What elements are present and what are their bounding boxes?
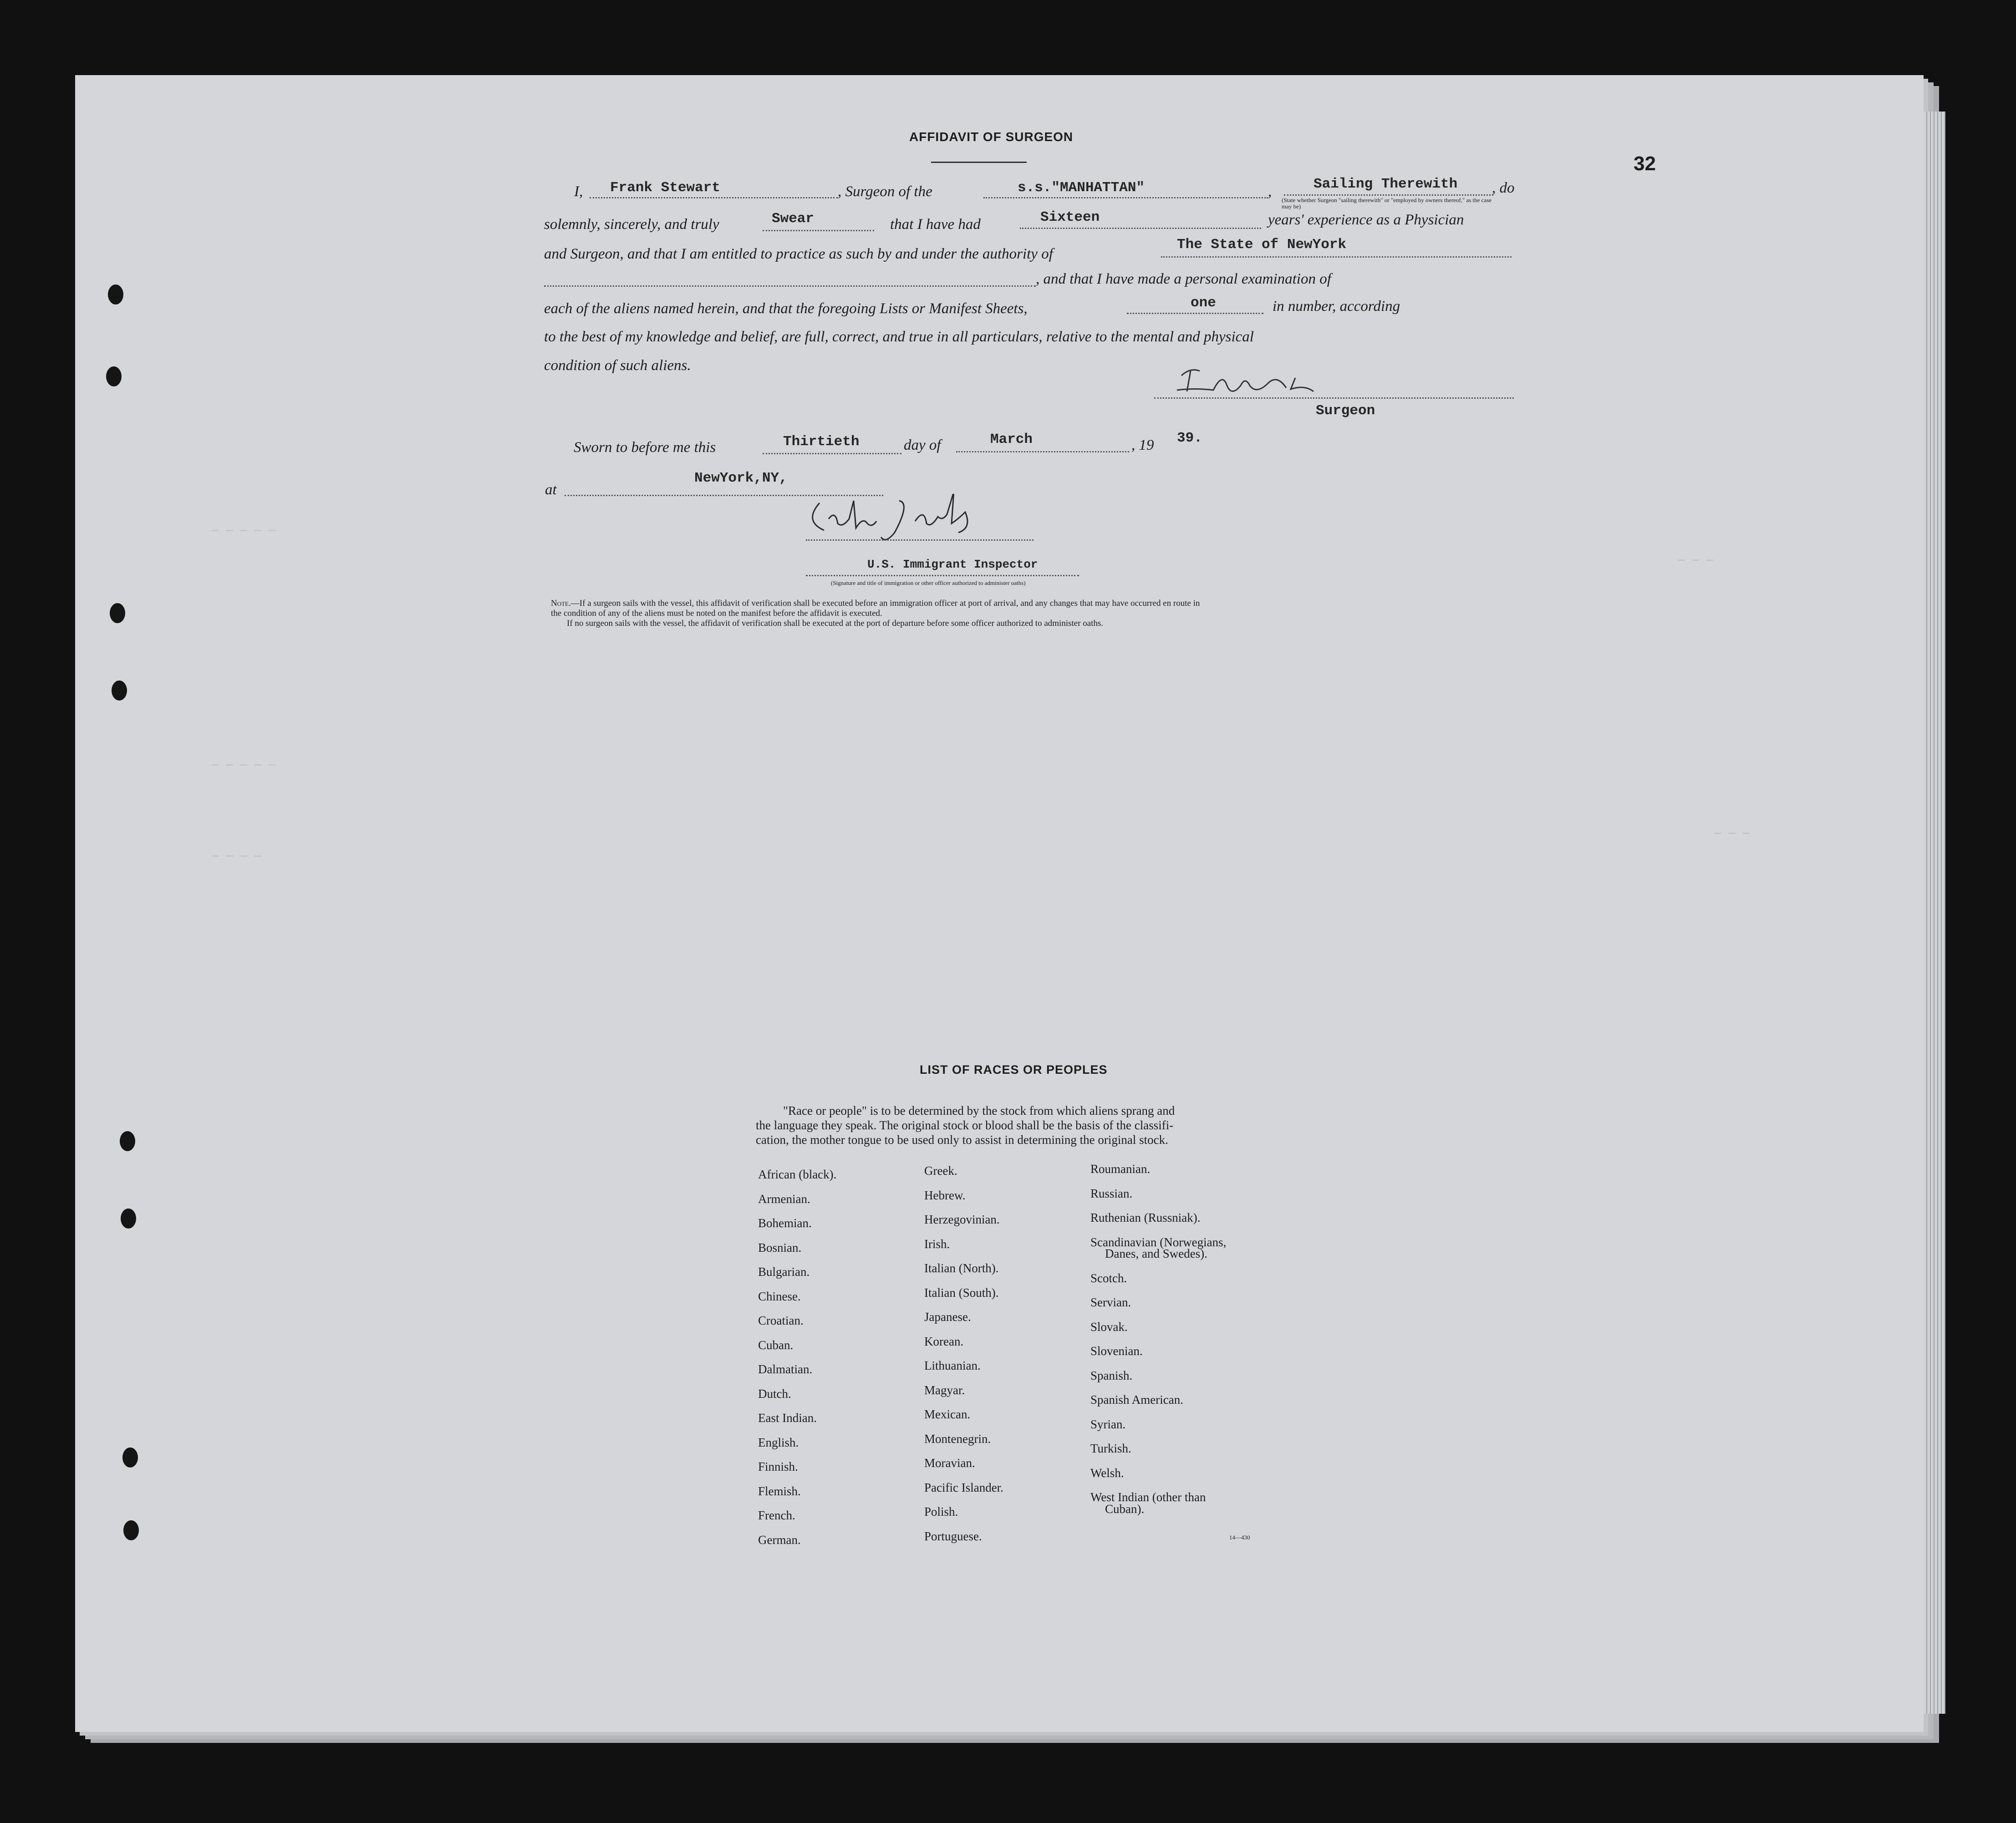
binder-hole (120, 1131, 135, 1151)
race-item: Bohemian. (758, 1216, 812, 1230)
field-line (956, 451, 1129, 452)
race-item: Portuguese. (924, 1529, 982, 1543)
surgeon-signature (1168, 362, 1341, 398)
affidavit-text: years' experience as a Physician (1268, 212, 1464, 228)
race-item: Pacific Islander. (924, 1480, 1003, 1494)
signature-line (806, 575, 1079, 576)
affidavit-text: to the best of my knowledge and belief, are full, correct, and true in all particulars, relative to the mental and physical (544, 329, 1254, 345)
bleed-through: — — — — — (212, 758, 276, 772)
affidavit-text: , Surgeon of the (838, 183, 932, 200)
bleed-through: — — — (1678, 553, 1714, 567)
stacked-page-edges (1924, 112, 1945, 1714)
races-intro-line-3: cation, the mother tongue to be used only to assist in determining the original stock. (756, 1133, 1168, 1147)
affidavit-text: condition of such aliens. (544, 357, 691, 374)
field-line (1020, 228, 1261, 229)
race-item: Finnish. (758, 1460, 798, 1473)
binder-hole (108, 284, 123, 305)
race-item: Spanish. (1090, 1368, 1133, 1382)
affidavit-text: I, (574, 183, 583, 200)
signature-line (806, 539, 1033, 541)
note-label: Note. (551, 599, 571, 608)
race-item: Herzegovinian. (924, 1213, 1000, 1226)
race-item: Greek. (924, 1164, 957, 1178)
field-line (1284, 194, 1493, 196)
note-line-3: If no surgeon sails with the vessel, the affidavit of verification shall be executed at the port of departure before some officer authorized to administer oaths. (567, 619, 1104, 628)
affidavit-text: , (1268, 183, 1272, 200)
race-item: West Indian (other than (1090, 1490, 1206, 1504)
bleed-through: — — — — (212, 849, 262, 863)
race-item: Magyar. (924, 1383, 965, 1397)
place-field: NewYork,NY, (694, 470, 788, 486)
race-item: Syrian. (1090, 1417, 1126, 1431)
race-item: Mexican. (924, 1407, 971, 1421)
signature-line (1154, 397, 1514, 399)
affidavit-text: , 19 (1131, 437, 1154, 453)
race-item: Servian. (1090, 1295, 1131, 1309)
race-item: Roumanian. (1090, 1162, 1151, 1176)
race-item: Montenegrin. (924, 1432, 991, 1446)
race-item: Chinese. (758, 1289, 801, 1303)
race-item: Russian. (1090, 1186, 1133, 1200)
race-item: German. (758, 1533, 801, 1547)
affidavit-title: AFFIDAVIT OF SURGEON (909, 130, 1074, 144)
race-item: Polish. (924, 1505, 958, 1518)
race-item: Slovenian. (1090, 1344, 1143, 1358)
field-line (763, 453, 901, 454)
month-field: March (990, 432, 1033, 447)
race-item: Korean. (924, 1334, 964, 1348)
race-item: Scandinavian (Norwegians, (1090, 1235, 1227, 1249)
day-field: Thirtieth (783, 434, 860, 450)
affidavit-text: and Surgeon, and that I am entitled to practice as such by and under the authority of (544, 246, 1053, 262)
race-item: Bulgarian. (758, 1265, 810, 1279)
document-page (75, 75, 1924, 1732)
surgeon-name-field: Frank Stewart (610, 180, 720, 196)
binder-hole (106, 366, 122, 386)
race-item: Flemish. (758, 1484, 801, 1498)
form-code: 14—430 (1229, 1534, 1250, 1541)
races-intro-line-2: the language they speak. The original stock or blood shall be the basis of the classifi- (756, 1118, 1174, 1132)
race-item: Cuban. (758, 1338, 794, 1352)
races-title: LIST OF RACES OR PEOPLES (920, 1063, 1108, 1077)
years-field: Sixteen (1040, 209, 1100, 225)
race-item: Ruthenian (Russniak). (1090, 1211, 1201, 1224)
race-item: African (black). (758, 1168, 837, 1181)
race-item: East Indian. (758, 1411, 817, 1425)
race-item: Slovak. (1090, 1320, 1128, 1334)
binder-hole (121, 1209, 136, 1229)
inspector-title: U.S. Immigrant Inspector (867, 558, 1038, 571)
race-item: Armenian. (758, 1192, 810, 1206)
race-item: Hebrew. (924, 1188, 966, 1202)
race-item: Bosnian. (758, 1240, 802, 1254)
affidavit-text: each of the aliens named herein, and that the foregoing Lists or Manifest Sheets, (544, 300, 1028, 317)
affidavit-text: day of (904, 437, 941, 453)
race-item: English. (758, 1435, 799, 1449)
affidavit-text: , do (1492, 180, 1515, 196)
year-field: 39. (1177, 430, 1202, 446)
note-line-2: the condition of any of the aliens must be noted on the manifest before the affidavit is executed. (551, 609, 882, 618)
field-line (763, 230, 874, 231)
note-paragraph (551, 599, 1200, 609)
races-intro-line-1: "Race or people" is to be determined by the stock from which aliens sprang and (783, 1104, 1175, 1117)
capacity-field: Sailing Therewith (1313, 176, 1458, 192)
field-line (544, 285, 1036, 287)
binder-hole (112, 680, 127, 701)
inspector-caption: (Signature and title of immigration or other officer authorized to administer oaths) (831, 579, 1026, 586)
field-line (983, 197, 1268, 198)
surgeon-label: Surgeon (1316, 403, 1375, 419)
bleed-through: — — — (1714, 826, 1750, 840)
race-item: Moravian. (924, 1456, 975, 1470)
race-item: Danes, and Swedes). (1105, 1247, 1207, 1260)
title-underline (931, 162, 1027, 163)
oath-field: Swear (772, 211, 815, 227)
authority-field: The State of NewYork (1177, 237, 1347, 253)
capacity-note: (State whether Surgeon "sailing therewith" or "employed by owners thereof," as the case may be) (1282, 197, 1492, 210)
race-item: Lithuanian. (924, 1359, 981, 1372)
binder-hole (122, 1447, 138, 1468)
race-item: Irish. (924, 1237, 950, 1251)
affidavit-text: solemnly, sincerely, and truly (544, 216, 719, 233)
bleed-through: — — — — — (212, 523, 276, 537)
race-item: Italian (North). (924, 1261, 999, 1275)
affidavit-text: that I have had (890, 216, 981, 233)
affidavit-text: at (545, 482, 557, 498)
race-item: Spanish American. (1090, 1393, 1183, 1407)
binder-hole (123, 1520, 139, 1540)
ship-name-field: s.s."MANHATTAN" (1018, 180, 1145, 196)
race-item: Dalmatian. (758, 1362, 813, 1376)
note-line-1: —If a surgeon sails with the vessel, this affidavit of verification shall be executed before an immigration officer at port of arrival, and any changes that may have occurred en route in (570, 599, 1200, 608)
race-item: Italian (South). (924, 1285, 999, 1300)
race-item: Welsh. (1090, 1466, 1124, 1480)
race-item: Japanese. (924, 1310, 971, 1324)
page-number: 32 (1634, 152, 1656, 175)
affidavit-text: Sworn to before me this (574, 439, 716, 456)
binder-hole (110, 603, 125, 623)
sheet-count-field: one (1191, 295, 1216, 311)
race-item: Cuban). (1105, 1502, 1145, 1516)
affidavit-text: in number, according (1273, 298, 1400, 315)
race-item: Croatian. (758, 1314, 804, 1327)
field-line (1161, 256, 1512, 258)
race-item: Dutch. (758, 1386, 791, 1401)
race-item: Scotch. (1090, 1271, 1127, 1285)
inspector-signature (801, 494, 1038, 544)
race-item: Turkish. (1090, 1442, 1131, 1455)
race-item: French. (758, 1508, 795, 1522)
field-line (1127, 313, 1263, 314)
affidavit-text: , and that I have made a personal examination of (1036, 271, 1331, 287)
field-line (590, 197, 838, 198)
